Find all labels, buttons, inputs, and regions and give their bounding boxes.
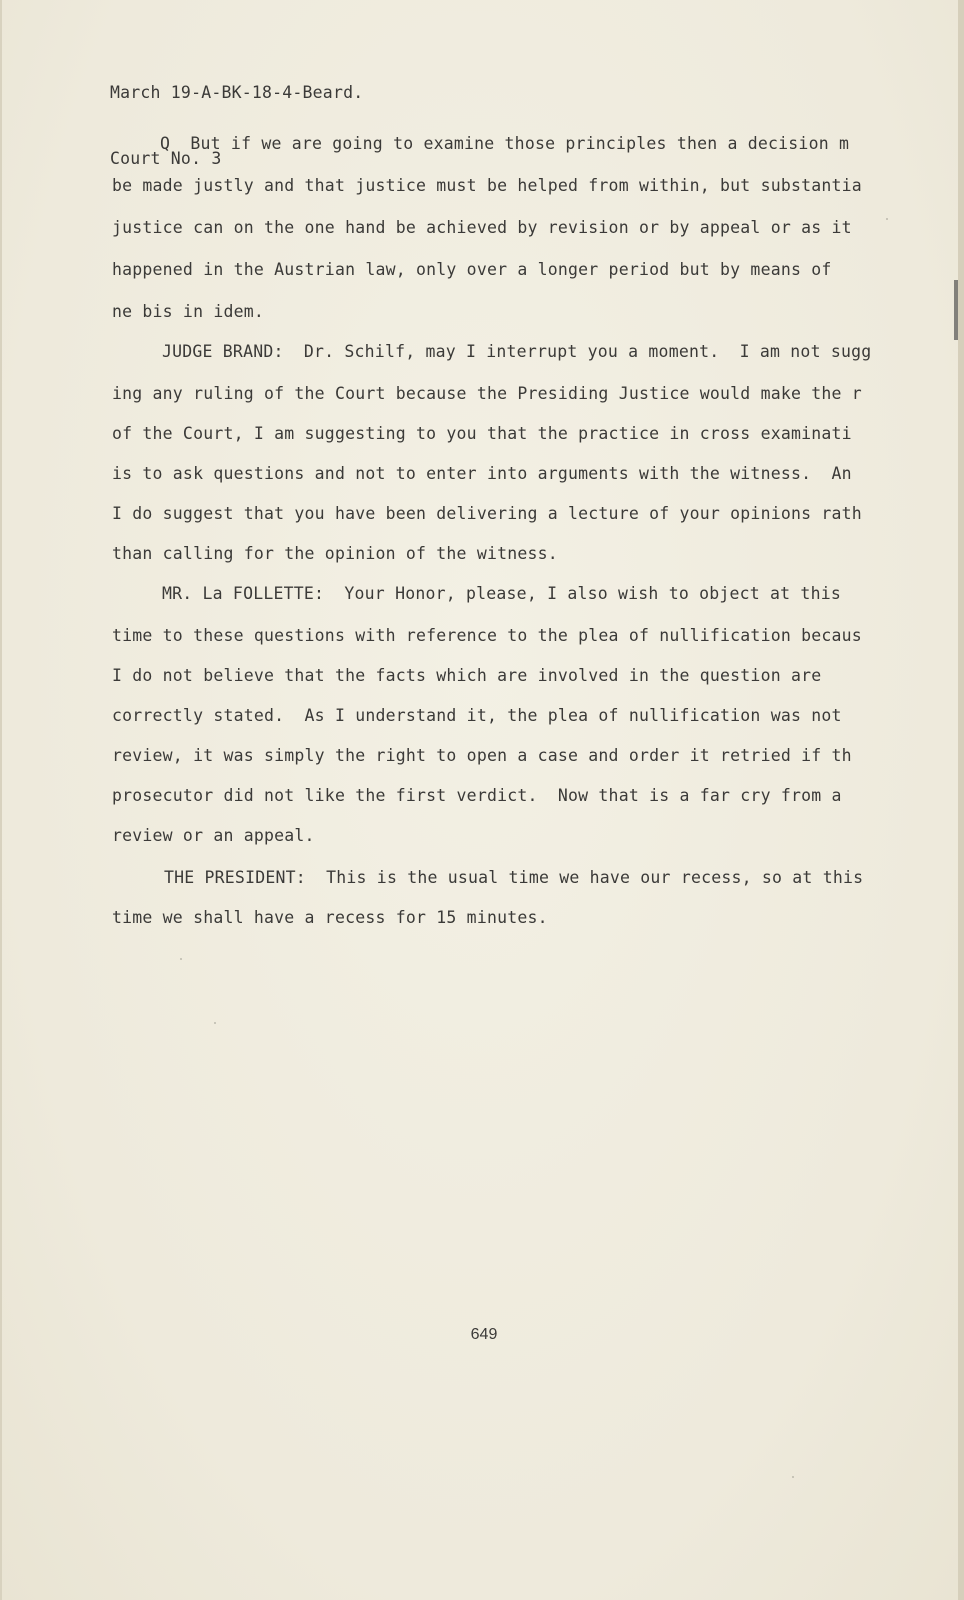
paper-speck [792, 1476, 794, 1478]
transcript-line: Q But if we are going to examine those principles then a decision m [160, 134, 850, 153]
header-session-line: March 19-A-BK-18-4-Beard. [110, 83, 364, 102]
transcript-line: review or an appeal. [112, 826, 315, 845]
transcript-line: happened in the Austrian law, only over a longer period but by means of [112, 260, 832, 279]
transcript-line: justice can on the one hand be achieved by revision or by appeal or as it [112, 218, 852, 237]
transcript-line: than calling for the opinion of the witness. [112, 544, 558, 563]
transcript-line: time we shall have a recess for 15 minutes. [112, 908, 548, 927]
transcript-line: ing any ruling of the Court because the Presiding Justice would make the r [112, 384, 862, 403]
transcript-line: MR. La FOLLETTE: Your Honor, please, I also wish to object at this [162, 584, 841, 603]
paper-speck [886, 218, 888, 220]
paper-speck [180, 958, 182, 960]
transcript-line: of the Court, I am suggesting to you that the practice in cross examinati [112, 424, 852, 443]
transcript-line: prosecutor did not like the first verdict. Now that is a far cry from a [112, 786, 842, 805]
transcript-line: be made justly and that justice must be helped from within, but substantia [112, 176, 862, 195]
transcript-line: THE PRESIDENT: This is the usual time we have our recess, so at this [164, 868, 864, 887]
page-number: 649 [470, 1326, 498, 1343]
transcript-line: review, it was simply the right to open a case and order it retried if th [112, 746, 852, 765]
transcript-line: JUDGE BRAND: Dr. Schilf, may I interrupt you a moment. I am not sugg [162, 342, 872, 361]
transcript-line: time to these questions with reference to the plea of nullification becaus [112, 626, 862, 645]
transcript-line: is to ask questions and not to enter into arguments with the witness. An [112, 464, 852, 483]
transcript-line: I do suggest that you have been delivering a lecture of your opinions rath [112, 504, 862, 523]
transcript-line: correctly stated. As I understand it, the plea of nullification was not [112, 706, 842, 725]
transcript-line: I do not believe that the facts which are involved in the question are [112, 666, 822, 685]
header-court-line: Court No. 3 [110, 149, 222, 168]
paper-speck [214, 1022, 216, 1024]
transcript-line: ne bis in idem. [112, 302, 265, 321]
